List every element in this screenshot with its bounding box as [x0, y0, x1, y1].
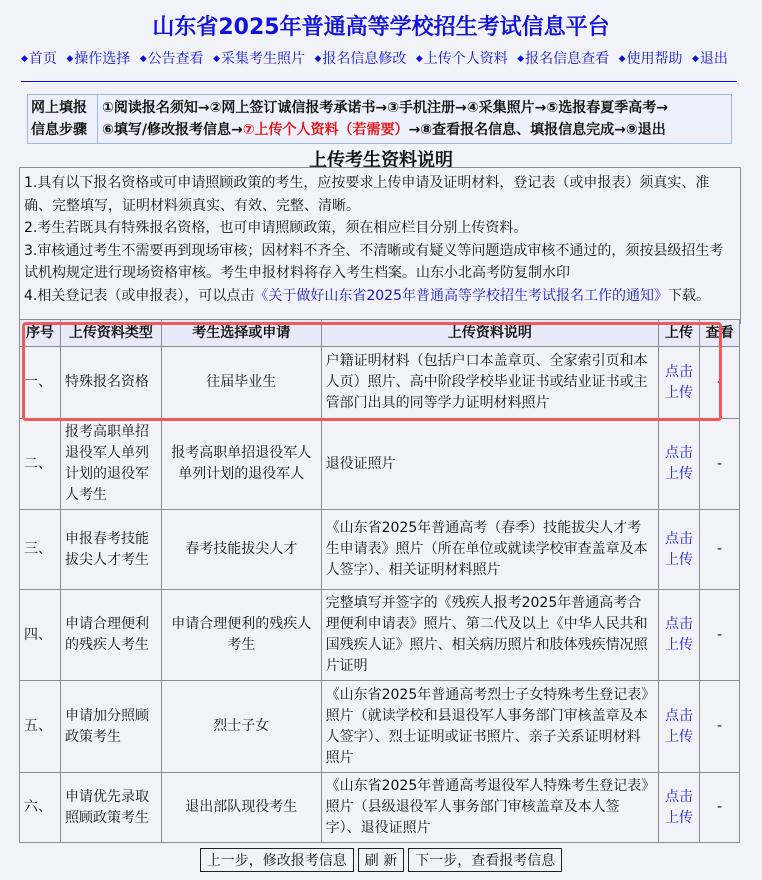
cell-desc: 户籍证明材料（包括户口本盖章页、全家索引页和本人页）照片、高中阶段学校毕业证书或结业证书或主管部门出具的同等学力证明材料照片 [321, 347, 658, 419]
cell-no: 一、 [20, 347, 61, 419]
cell-type: 申请加分照顾政策考生 [60, 681, 161, 773]
cell-no: 二、 [20, 419, 61, 510]
refresh-button[interactable]: 刷 新 [358, 848, 404, 872]
table-row [20, 419, 740, 510]
nav-label: 报名信息修改 [322, 51, 407, 67]
nav-label: 操作选择 [74, 51, 131, 67]
upload-link[interactable]: 点击上传 [665, 363, 694, 401]
nav-logout[interactable] [692, 51, 728, 67]
diamond-bullet-icon: ◆ [415, 54, 423, 64]
cell-choice: 春考技能拔尖人才 [161, 510, 321, 590]
upload-link[interactable]: 点击上传 [665, 707, 694, 745]
cell-choice: 烈士子女 [161, 681, 321, 773]
prev-step-button[interactable]: 上一步，修改报考信息 [200, 848, 354, 872]
table-header-row [20, 320, 740, 347]
cell-view: - [700, 681, 740, 773]
cell-upload [659, 347, 700, 419]
cell-upload [659, 773, 700, 843]
upload-link[interactable]: 点击上传 [665, 616, 694, 653]
cell-choice: 申请合理便利的残疾人考生 [161, 590, 321, 681]
cell-type: 报考高职单招退役军人单列计划的退役军人考生 [60, 419, 161, 510]
steps-label-line1: 网上填报 [31, 100, 87, 116]
cell-desc: 完整填写并签字的《残疾人报考2025年普通高考合理便利申请表》照片、第二代及以上《中华人民共和国残疾人证》照片、相关病历照片和肢体残疾情况照片证明 [321, 590, 658, 681]
cell-upload [659, 681, 700, 773]
cell-view: - [700, 773, 740, 843]
cell-desc: 《山东省2025年普通高考（春季）技能拔尖人才考生申请表》照片（所在单位或就读学校审查盖章及本人签字）、相关证明材料照片 [321, 510, 658, 590]
cell-desc: 退役证照片 [321, 419, 658, 510]
cell-choice: 报考高职单招退役军人单列计划的退役军人 [161, 419, 321, 510]
cell-view: - [700, 419, 740, 510]
cell-view: - [700, 510, 740, 590]
nav-operation-select[interactable] [66, 51, 130, 67]
current-step: ⑦上传个人资料（若需要） [242, 122, 409, 138]
steps-line2-pre: ⑥填写/修改报考信息→ [102, 122, 243, 138]
instructions-box [19, 167, 741, 324]
steps-text [98, 95, 731, 143]
steps-label-line2: 信息步骤 [31, 122, 87, 138]
steps-label [28, 95, 98, 143]
cell-no: 四、 [20, 590, 61, 681]
nav-view-registration[interactable] [517, 51, 609, 67]
diamond-bullet-icon: ◆ [213, 54, 221, 64]
cell-type: 申请优先录取照顾政策考生 [60, 773, 161, 843]
diamond-bullet-icon: ◆ [139, 54, 147, 64]
cell-type: 特殊报名资格 [60, 347, 161, 419]
registration-notice-link[interactable]: 《关于做好山东省2025年普通高等学校招生考试报名工作的通知》 [254, 287, 668, 304]
next-step-button[interactable]: 下一步，查看报考信息 [408, 848, 562, 872]
note-4-pre: 4.相关登记表（或申报表），可以点击 [24, 287, 255, 304]
nav-label: 使用帮助 [626, 51, 683, 67]
note-4 [24, 285, 736, 308]
nav-help[interactable] [619, 51, 683, 67]
diamond-bullet-icon: ◆ [66, 54, 74, 64]
note-3: 3.审核通过考生不需要再到现场审核；因材料不齐全、不清晰或有疑义等问题造成审核不通过的，须按县级招生考试机构规定进行现场资格审核。考生申报材料将存入考生档案。山东小北高考防复制水印 [24, 242, 724, 281]
diamond-bullet-icon: ◆ [21, 54, 28, 64]
nav-edit-registration[interactable] [315, 51, 407, 67]
cell-desc: 《山东省2025年普通高考退役军人特殊考生登记表》照片（县级退役军人事务部门审核盖章及本人签字）、退役证照片 [321, 773, 658, 843]
cell-view: - [700, 347, 740, 419]
cell-choice: 退出部队现役考生 [161, 773, 321, 843]
action-buttons [0, 848, 762, 872]
upload-link[interactable]: 点击上传 [665, 530, 694, 568]
note-1: 1.具有以下报名资格或可申请照顾政策的考生，应按要求上传申请及证明材料，登记表（或申报表）须真实、准确、完整填写，证明材料须真实、有效、完整、清晰。 [24, 175, 710, 214]
table-row [20, 347, 740, 419]
table-row [20, 681, 740, 773]
diamond-bullet-icon: ◆ [314, 54, 322, 64]
cell-type: 申请合理便利的残疾人考生 [60, 590, 161, 681]
col-header-upload: 上传 [659, 320, 700, 347]
diamond-bullet-icon: ◆ [692, 54, 699, 64]
cell-upload [659, 590, 700, 681]
upload-link[interactable]: 点击上传 [665, 788, 694, 826]
nav-collect-photo[interactable] [213, 51, 305, 67]
col-header-view: 查看 [700, 320, 740, 347]
col-header-no: 序号 [20, 320, 61, 347]
nav-label: 首页 [28, 51, 57, 67]
nav-divider [21, 81, 737, 82]
col-header-desc: 上传资料说明 [321, 320, 658, 347]
cell-no: 五、 [20, 681, 61, 773]
cell-upload [659, 510, 700, 590]
steps-line1: ①阅读报名须知→②网上签订诚信报考承诺书→③手机注册→④采集照片→⑤选报春夏季高考→ [102, 100, 668, 116]
section-title: 上传考生资料说明 [309, 150, 453, 171]
table-row [20, 590, 740, 681]
col-header-type: 上传资料类型 [60, 320, 161, 347]
steps-line2 [102, 119, 731, 141]
page-title: 山东省2025年普通高等学校招生考试信息平台 [152, 15, 610, 40]
cell-choice: 往届毕业生 [161, 347, 321, 419]
col-header-choice: 考生选择或申请 [161, 320, 321, 347]
cell-view: - [700, 590, 740, 681]
steps-box [27, 94, 732, 144]
top-nav [21, 48, 741, 68]
diamond-bullet-icon: ◆ [618, 54, 626, 64]
nav-upload-materials[interactable] [416, 51, 508, 67]
nav-label: 公告查看 [147, 51, 204, 67]
note-2: 2.考生若既具有特殊报名资格，也可申请照顾政策，须在相应栏目分别上传资料。 [24, 220, 528, 236]
upload-materials-table [19, 319, 740, 843]
table-row [20, 510, 740, 590]
steps-line2-post: →⑧查看报名信息、填报信息完成→⑨退出 [408, 122, 666, 138]
cell-upload [659, 419, 700, 510]
nav-announcements[interactable] [140, 51, 204, 67]
table-row [20, 773, 740, 843]
nav-label: 退出 [699, 51, 728, 67]
cell-no: 六、 [20, 773, 61, 843]
nav-home[interactable] [21, 51, 57, 67]
diamond-bullet-icon: ◆ [517, 54, 525, 64]
nav-label: 采集考生照片 [221, 51, 306, 67]
upload-link[interactable]: 点击上传 [665, 445, 694, 482]
note-4-post: 下载。 [668, 287, 710, 304]
cell-desc: 《山东省2025年普通高考烈士子女特殊考生登记表》照片（就读学校和县退役军人事务部门审核盖章及本人签字）、烈士证明或证书照片、亲子关系证明材料照片 [321, 681, 658, 773]
cell-type: 申报春考技能拔尖人才考生 [60, 510, 161, 590]
nav-label: 上传个人资料 [423, 51, 508, 67]
nav-label: 报名信息查看 [525, 51, 610, 67]
cell-no: 三、 [20, 510, 61, 590]
